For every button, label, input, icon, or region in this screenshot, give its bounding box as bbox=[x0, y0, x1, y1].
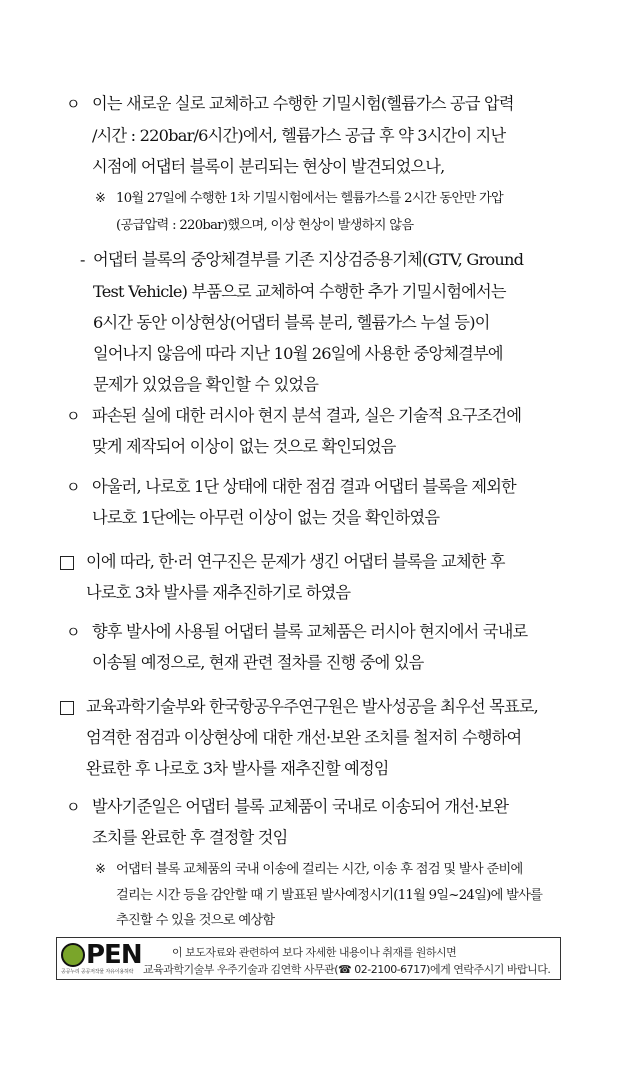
circle-bullet-marker: ㅇ bbox=[66, 623, 81, 641]
text-line: 맞게 제작되어 이상이 없는 것으로 확인되었음 bbox=[92, 437, 396, 456]
text-line: 이는 새로운 실로 교체하고 수행한 기밀시험(헬륨가스 공급 압력 bbox=[92, 94, 514, 113]
text-line: 어댑터 블록의 중앙체결부를 기존 지상검증용기체(GTV, Ground bbox=[93, 250, 524, 269]
circle-bullet-marker: ㅇ bbox=[66, 798, 81, 816]
text-line: Test Vehicle) 부품으로 교체하여 수행한 추가 기밀시험에서는 bbox=[93, 282, 506, 301]
text-line: 걸리는 시간 등을 감안할 때 기 발표된 발사예정시기(11월 9일~24일)에 발사를 bbox=[116, 888, 543, 903]
text-line: 조치를 완료한 후 결정할 것임 bbox=[92, 828, 288, 847]
circle-bullet-marker: ㅇ bbox=[66, 95, 81, 113]
text-line: (공급압력 : 220bar)했으며, 이상 현상이 발생하지 않음 bbox=[116, 218, 414, 233]
text-line: 엄격한 점검과 이상현상에 대한 개선·보완 조치를 철저히 수행하여 bbox=[86, 728, 522, 747]
text-line: 시점에 어댑터 블록이 분리되는 현상이 발견되었으나, bbox=[92, 157, 445, 176]
text-line: 문제가 있었음을 확인할 수 있었음 bbox=[93, 375, 319, 394]
checkbox-square-icon bbox=[60, 701, 74, 715]
text-line: 나로호 3차 발사를 재추진하기로 하였음 bbox=[86, 583, 351, 602]
text-line: 완료한 후 나로호 3차 발사를 재추진할 예정임 bbox=[86, 759, 389, 778]
dash-marker: - bbox=[80, 250, 86, 269]
text-line: 이송될 예정으로, 현재 관련 절차를 진행 중에 있음 bbox=[92, 653, 424, 672]
circle-bullet-marker: ㅇ bbox=[66, 407, 81, 425]
note-marker: ※ bbox=[95, 862, 106, 877]
logo-text: PEN bbox=[86, 940, 142, 970]
footer-line-1: 이 보도자료와 관련하여 보다 자세한 내용이나 취재를 원하시면 bbox=[172, 946, 457, 959]
logo-subtitle: 공공누리 공공저작물 자유이용허락 bbox=[61, 969, 134, 975]
text-line: 추진할 수 있을 것으로 예상함 bbox=[116, 913, 275, 928]
note-marker: ※ bbox=[95, 191, 106, 206]
text-line: 향후 발사에 사용될 어댑터 블록 교체품은 러시아 현지에서 국내로 bbox=[92, 622, 528, 641]
text-line: 교육과학기술부와 한국항공우주연구원은 발사성공을 최우선 목표로, bbox=[86, 697, 539, 716]
circle-bullet-marker: ㅇ bbox=[66, 478, 81, 496]
text-line: 파손된 실에 대한 러시아 현지 분석 결과, 실은 기술적 요구조건에 bbox=[92, 406, 522, 425]
checkbox-square-icon bbox=[60, 556, 74, 570]
text-line: 아울러, 나로호 1단 상태에 대한 점검 결과 어댑터 블록을 제외한 bbox=[92, 477, 516, 496]
contact-footer-box bbox=[56, 937, 561, 980]
open-circle-icon bbox=[61, 943, 85, 967]
text-line: /시간 : 220bar/6시간)에서, 헬륨가스 공급 후 약 3시간이 지난 bbox=[92, 126, 506, 145]
text-line: 일어나지 않음에 따라 지난 10월 26일에 사용한 중앙체결부에 bbox=[93, 344, 503, 363]
footer-line-2: 교육과학기술부 우주기술과 김연학 사무관(☎ 02-2100-6717)에게 연락주시기 바랍니다. bbox=[143, 963, 551, 976]
text-line: 이에 따라, 한·러 연구진은 문제가 생긴 어댑터 블록을 교체한 후 bbox=[86, 552, 505, 571]
text-line: 10월 27일에 수행한 1차 기밀시험에서는 헬륨가스를 2시간 동안만 가압 bbox=[116, 191, 504, 206]
text-line: 발사기준일은 어댑터 블록 교체품이 국내로 이송되어 개선·보완 bbox=[92, 797, 509, 816]
text-line: 어댑터 블록 교체품의 국내 이송에 걸리는 시간, 이송 후 점검 및 발사 준비에 bbox=[116, 862, 523, 877]
text-line: 6시간 동안 이상현상(어댑터 블록 분리, 헬륨가스 누설 등)이 bbox=[93, 313, 490, 332]
open-license-logo bbox=[61, 941, 153, 977]
text-line: 나로호 1단에는 아무런 이상이 없는 것을 확인하였음 bbox=[92, 508, 440, 527]
